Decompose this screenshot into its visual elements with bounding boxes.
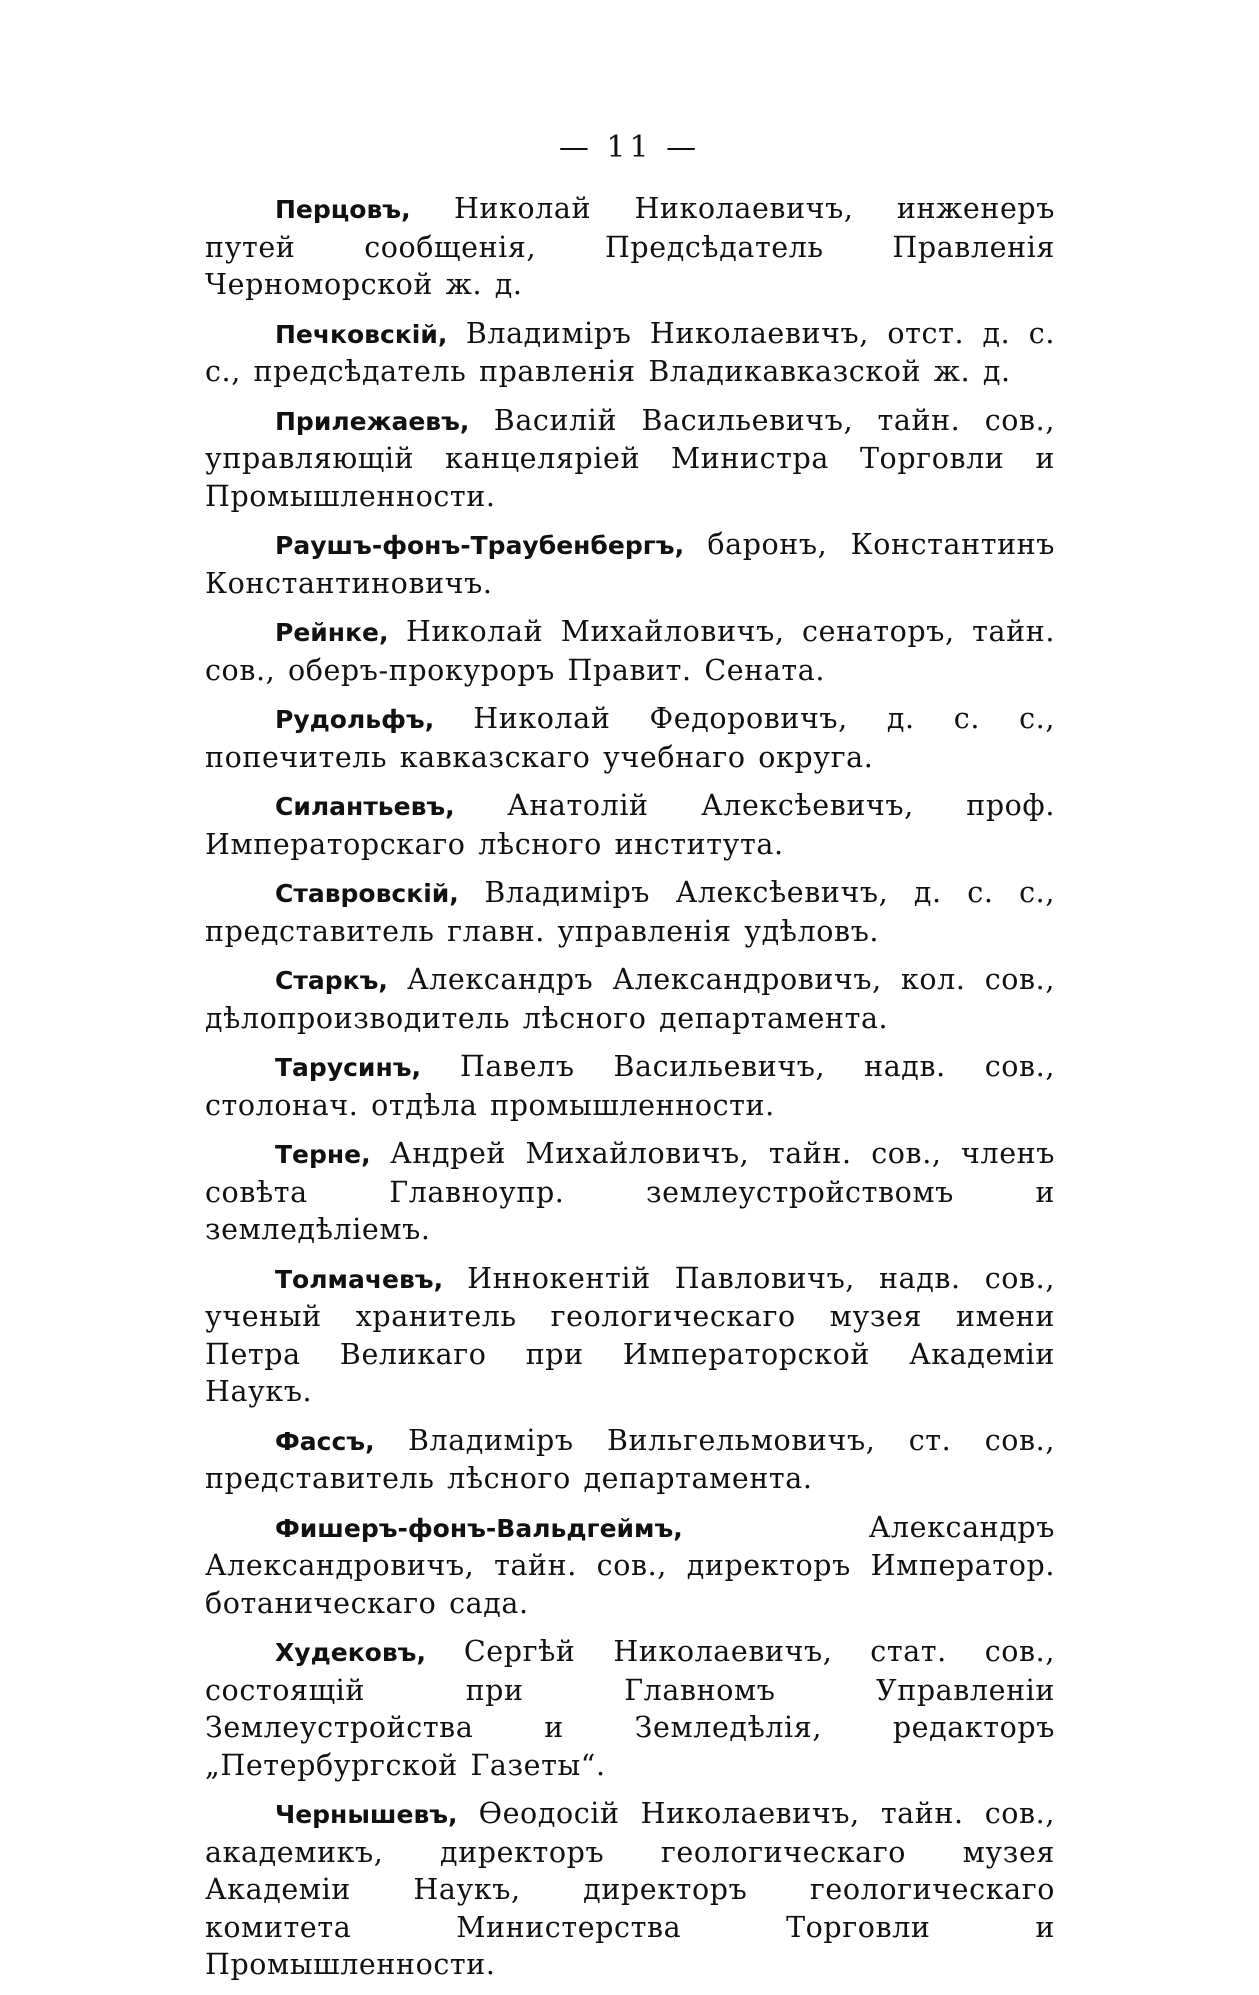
person-description: Владиміръ Вильгельмовичъ, ст. сов., представитель лѣсного департамента. [205, 1423, 1055, 1495]
list-item [205, 1135, 1055, 1249]
person-name: Рудольфъ, [275, 705, 435, 734]
person-name: Старкъ, [275, 966, 388, 995]
person-name: Ставровскій, [275, 879, 459, 908]
person-description: Сергѣй Николаевичъ, стат. сов., состоящій при Главномъ Управленіи Землеустройства и Земледѣлія, редакторъ „Петербургской Газеты“. [205, 1635, 1055, 1782]
person-description: Андрей Михайловичъ, тайн. сов., членъ совѣта Главноупр. землеустройствомъ и земледѣліемъ. [205, 1137, 1055, 1246]
person-description: Василій Васильевичъ, тайн. сов., управляющій канцеляріей Министра Торговли и Промышленности. [205, 403, 1055, 513]
person-description: Өеодосій Николаевичъ, тайн. сов., академикъ, директоръ геологическаго музея Академіи Наукъ, директоръ геологическаго комитета Министерства Торговли и Промышленности. [205, 1797, 1055, 1981]
person-name: Раушъ-фонъ-Траубенбергъ, [275, 531, 685, 560]
person-name: Печковскій, [275, 319, 448, 349]
person-description: Павелъ Васильевичъ, надв. сов., столонач. отдѣла промышленности. [205, 1050, 1055, 1122]
person-description: Николай Михайловичъ, сенаторъ, тайн. сов., оберъ-прокуроръ Правит. Сената. [205, 615, 1055, 687]
person-name: Силантьевъ, [275, 792, 455, 821]
person-description: Николай Николаевичъ, инженеръ путей сообщенія, Предсѣдатель Правленія Черноморской ж. д. [205, 192, 1055, 301]
list-item [205, 526, 1055, 602]
person-name: Фишеръ-фонъ-Вальдгеймъ, [275, 1513, 683, 1543]
person-description: Александръ Александровичъ, кол. сов., дѣлопроизводитель лѣсного департамента. [205, 963, 1055, 1035]
list-item [205, 961, 1055, 1037]
list-item [205, 1260, 1055, 1411]
list-item [205, 1422, 1055, 1498]
list-item [205, 1048, 1055, 1124]
person-name: Перцовъ, [275, 195, 411, 224]
person-name: Прилежаевъ, [275, 406, 470, 436]
list-item [205, 1509, 1055, 1623]
person-name: Худековъ, [275, 1638, 426, 1667]
list-item [205, 190, 1055, 304]
person-description: Иннокентій Павловичъ, надв. сов., ученый хранитель геологическаго музея имени Петра Великаго при Императорской Академіи Наукъ. [205, 1261, 1055, 1408]
page-number: — 11 — [558, 130, 701, 165]
list-item [205, 1795, 1055, 1984]
list-item [205, 613, 1055, 689]
person-name: Толмачевъ, [275, 1264, 444, 1294]
person-name: Рейнке, [275, 618, 389, 647]
person-description: Владиміръ Николаевичъ, отст. д. с. с., предсѣдатель правленія Владикавказской ж. д. [205, 316, 1055, 388]
person-name: Чернышевъ, [275, 1800, 458, 1829]
list-item [205, 315, 1055, 391]
entry-list [205, 190, 1055, 1995]
person-name: Фассъ, [275, 1426, 375, 1456]
person-description: Анатолій Алексѣевичъ, проф. Императорскаго лѣсного института. [205, 789, 1055, 861]
person-description: Александръ Александровичъ, тайн. сов., директоръ Император. ботаническаго сада. [205, 1510, 1055, 1620]
person-description: Владиміръ Алексѣевичъ, д. с. с., представитель главн. управленія удѣловъ. [205, 876, 1055, 948]
list-item [205, 700, 1055, 776]
person-name: Терне, [275, 1140, 371, 1169]
list-item [205, 1633, 1055, 1784]
person-name: Тарусинъ, [275, 1053, 422, 1082]
person-description: баронъ, Константинъ Константиновичъ. [205, 528, 1055, 600]
list-item [205, 402, 1055, 516]
list-item [205, 787, 1055, 863]
list-item [205, 874, 1055, 950]
person-description: Николай Федоровичъ, д. с. с., попечитель кавказскаго учебнаго округа. [205, 702, 1055, 774]
